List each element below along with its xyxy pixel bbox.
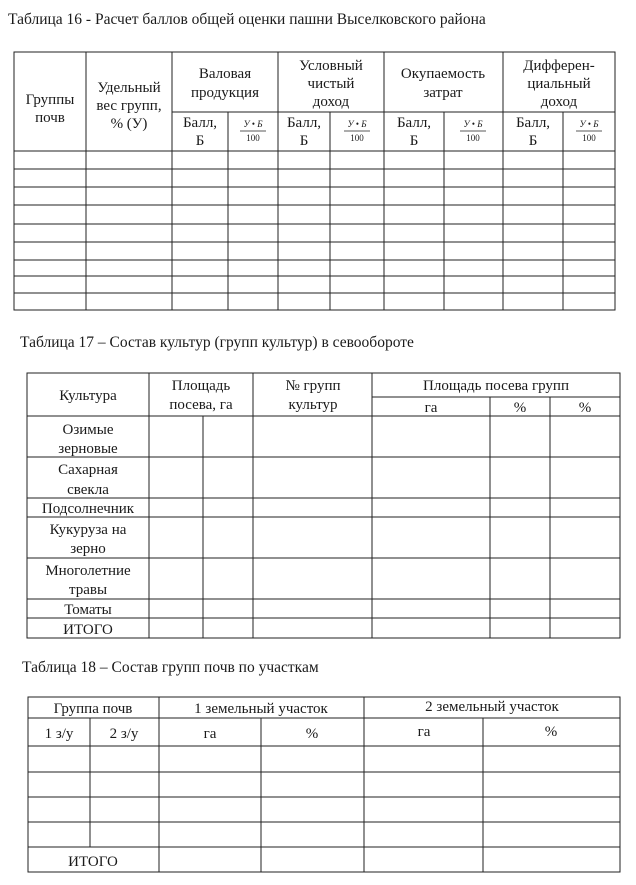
t17-row-labels — [42, 422, 135, 638]
t16-ball-symbol: Б — [528, 133, 538, 149]
t16-gross-line2: продукция — [191, 85, 259, 101]
table18-grid — [28, 697, 620, 872]
t16-weight-line2: вес групп, — [96, 98, 162, 114]
t16-weight-line1: Удельный — [97, 80, 161, 96]
t16-diff-line3: доход — [540, 94, 578, 110]
t18-soilgroup-header: Группа почв — [53, 701, 133, 717]
t16-weight-line3: % (У) — [110, 116, 148, 132]
t16-net-line3: доход — [312, 94, 350, 110]
t16-formula-den: 100 — [466, 133, 480, 143]
t18-sub-ha1: га — [203, 726, 217, 742]
t18-sub-plot1: 1 з/у — [44, 726, 74, 742]
t17-row-label-1: зерновые — [58, 441, 118, 457]
t16-formula-den: 100 — [350, 133, 364, 143]
t16-net-line2: чистый — [307, 76, 355, 92]
t17-area-line1: Площадь — [171, 378, 231, 394]
t16-ball-label: Балл, — [286, 115, 322, 131]
t18-sub-plot2: 2 з/у — [109, 726, 139, 742]
t16-net-line1: Условный — [299, 58, 363, 74]
t16-ball-label: Балл, — [396, 115, 432, 131]
t17-row-label-4: зерно — [70, 541, 106, 557]
t18-sub-ha2: га — [417, 724, 431, 740]
t16-ball-symbol: Б — [409, 133, 419, 149]
t16-formula-num: У • Б — [579, 119, 599, 129]
t18-land2-header: 2 земельный участок — [425, 699, 559, 715]
t16-gross-line1: Валовая — [198, 66, 252, 82]
t17-sub-ha: га — [424, 400, 438, 416]
t16-formula-num: У • Б — [347, 119, 367, 129]
t17-row-label-2: Сахарная — [58, 462, 118, 478]
t18-sub-pct1: % — [305, 726, 319, 742]
t17-area-line2: посева, га — [169, 397, 233, 413]
t16-formula-den: 100 — [582, 133, 596, 143]
t18-sub-pct2: % — [544, 724, 558, 740]
table17-caption: Таблица 17 – Состав культур (групп культур) в севообороте — [20, 334, 414, 351]
t18-land1-header: 1 земельный участок — [194, 701, 328, 717]
t16-formula-num: У • Б — [463, 119, 483, 129]
t17-row-label-6: Томаты — [64, 602, 112, 618]
t16-diff-line2: циальный — [527, 76, 591, 92]
t16-ball-label: Балл, — [182, 115, 218, 131]
t16-formula-num: У • Б — [243, 119, 263, 129]
t17-row-label-5: Многолетние — [45, 563, 131, 579]
t17-row-label-3: Подсолнечник — [41, 501, 135, 517]
t17-row-label-1: Озимые — [62, 422, 114, 438]
t17-groupno-line1: № групп — [285, 378, 341, 394]
t16-ball-symbol: Б — [299, 133, 309, 149]
t18-total-label: ИТОГО — [68, 854, 118, 870]
t17-sub-pct1: % — [513, 400, 527, 416]
t17-sub-pct2: % — [578, 400, 592, 416]
t17-row-label-7: ИТОГО — [63, 622, 113, 638]
t17-grouparea-header: Площадь посева групп — [423, 378, 569, 394]
table18-caption: Таблица 18 – Состав групп почв по участкам — [22, 659, 319, 676]
t17-row-label-2: свекла — [67, 482, 109, 498]
t16-ball-label: Балл, — [515, 115, 551, 131]
t16-groups-line1: Группы — [25, 92, 75, 108]
t17-culture-header: Культура — [59, 388, 117, 404]
t16-diff-line1: Дифферен- — [523, 58, 595, 74]
t16-subheaders — [183, 115, 602, 149]
table16-caption: Таблица 16 - Расчет баллов общей оценки пашни Выселковского района — [8, 11, 486, 28]
t17-row-label-5: травы — [68, 582, 108, 598]
t16-ball-symbol: Б — [195, 133, 205, 149]
t16-payback-line1: Окупаемость — [400, 66, 486, 82]
t16-formula-den: 100 — [246, 133, 260, 143]
t17-groupno-line2: культур — [288, 397, 338, 413]
t16-groups-line2: почв — [35, 110, 65, 126]
t16-payback-line2: затрат — [423, 85, 463, 101]
t17-row-label-4: Кукуруза на — [49, 522, 127, 538]
